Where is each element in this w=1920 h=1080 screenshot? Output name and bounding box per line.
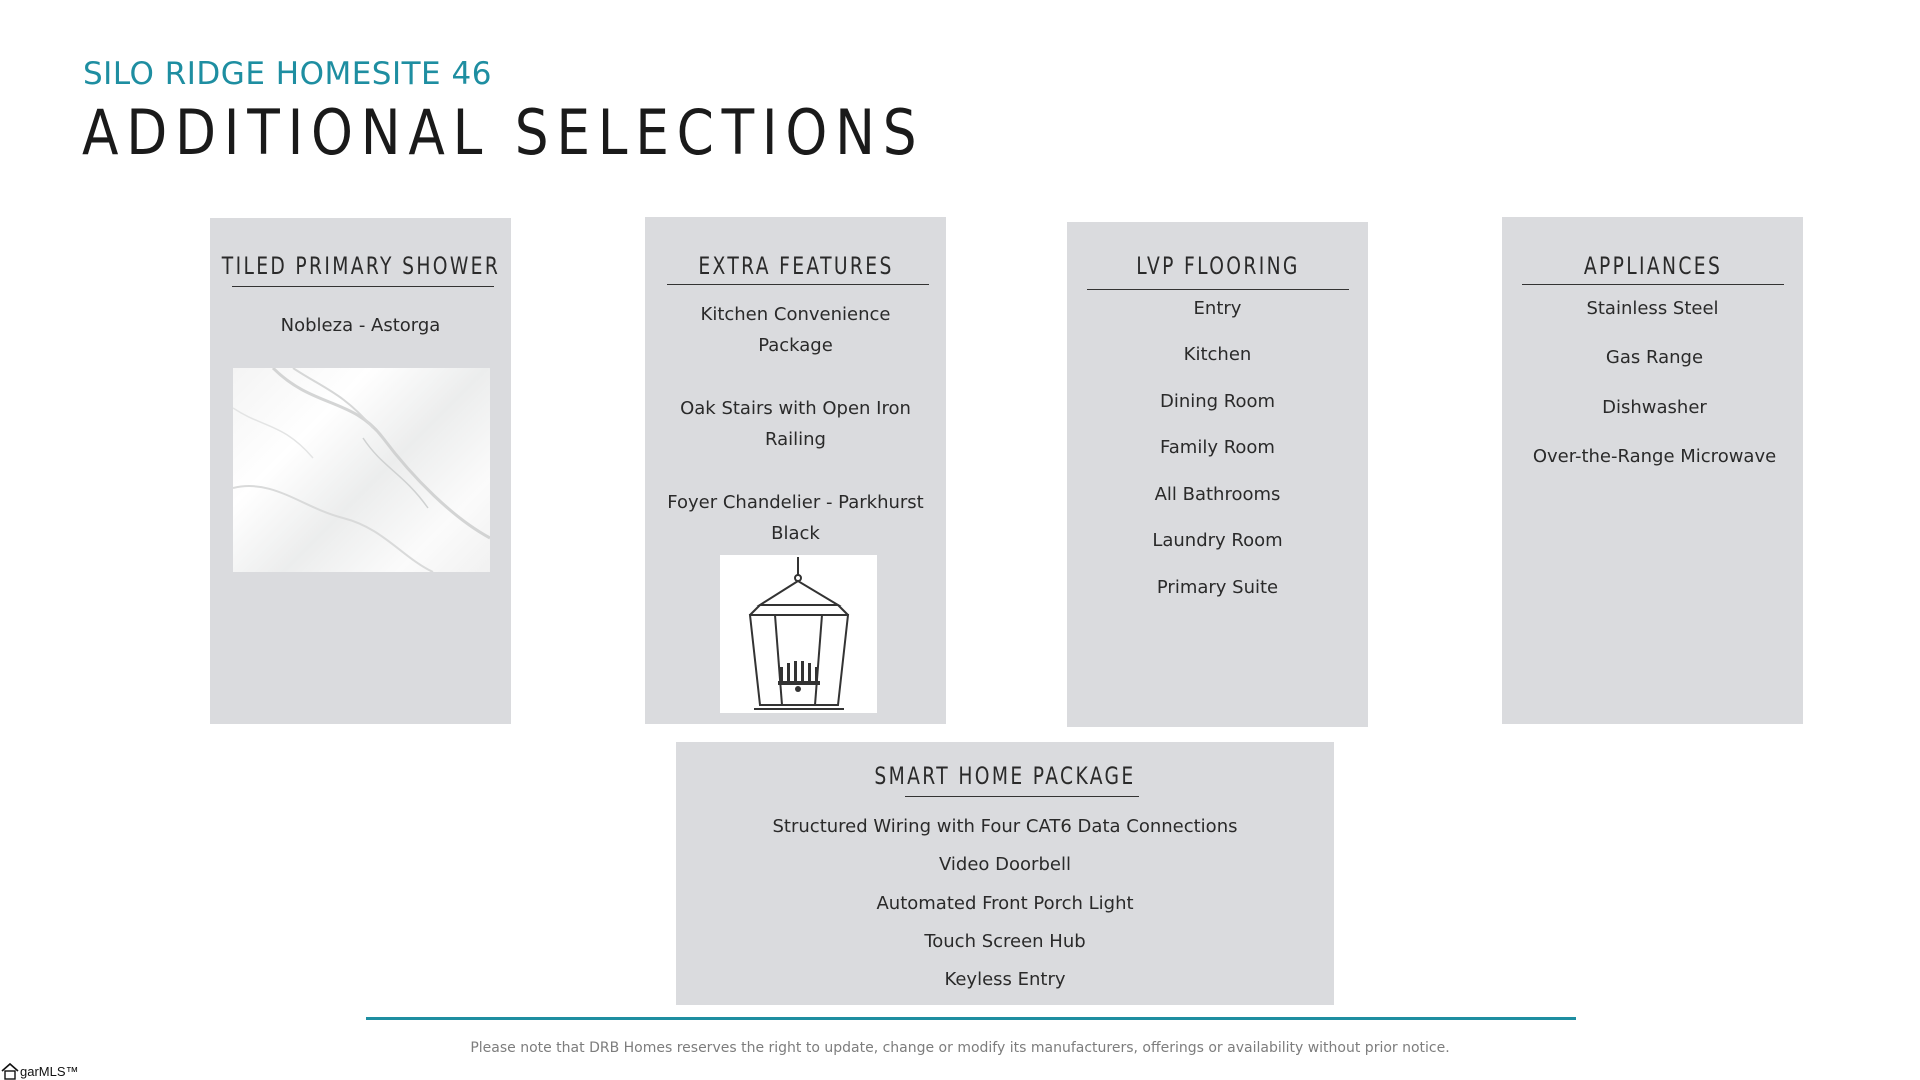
card-title-underline [1522,284,1784,285]
list-item: Entry [1193,298,1242,319]
footer-divider [366,1017,1576,1020]
list-item: Oak Stairs with Open Iron [680,398,911,419]
list-item: Primary Suite [1156,577,1279,598]
card-tiled-primary-shower [210,218,511,724]
list-item: Foyer Chandelier - Parkhurst [667,492,924,513]
mls-badge-label: garMLS™ [20,1063,79,1079]
card-title-underline [905,796,1139,797]
page-subtitle: SILO RIDGE HOMESITE 46 [83,56,492,92]
list-item: Keyless Entry [944,969,1066,990]
list-item: Kitchen [1183,344,1252,365]
card-appliances [1502,217,1803,724]
marble-tile-image [233,368,490,572]
card-title: SMART HOME PACKAGE [874,762,1136,790]
chandelier-image [720,555,877,713]
list-item: Laundry Room [1152,530,1283,551]
card-smart-home-package [676,742,1334,1005]
disclaimer-text: Please note that DRB Homes reserves the right to update, change or modify its manufacturers, offerings or availability without prior notice. [470,1040,1450,1056]
list-item: Gas Range [1605,347,1704,368]
card-title: LVP FLOORING [1135,252,1300,280]
card-extra-features [645,217,946,724]
mls-badge [0,1062,79,1080]
card-title: EXTRA FEATURES [697,252,894,280]
list-item: Video Doorbell [939,854,1071,875]
list-item: Kitchen Convenience [700,304,891,325]
card-lvp-flooring [1067,222,1368,727]
list-item: Dining Room [1159,391,1276,412]
card-title: APPLIANCES [1583,252,1722,280]
list-item: Package [758,335,833,356]
list-item: All Bathrooms [1154,484,1281,505]
list-item: Black [771,523,820,544]
card-title: TILED PRIMARY SHOWER [221,252,500,280]
card-title-underline [232,286,494,287]
list-item: Over-the-Range Microwave [1532,446,1777,467]
list-item: Family Room [1160,437,1275,458]
list-item: Stainless Steel [1586,298,1719,319]
list-item: Dishwasher [1602,397,1707,418]
list-item: Automated Front Porch Light [876,893,1134,914]
list-item: Structured Wiring with Four CAT6 Data Connections [772,816,1238,837]
page-title: ADDITIONAL SELECTIONS [82,96,925,169]
list-item: Railing [765,429,826,450]
house-icon [0,1062,20,1080]
list-item: Touch Screen Hub [924,931,1086,952]
list-item: Nobleza - Astorga [280,315,441,336]
chandelier-icon [720,555,877,713]
card-title-underline [667,284,929,285]
card-title-underline [1087,289,1349,290]
